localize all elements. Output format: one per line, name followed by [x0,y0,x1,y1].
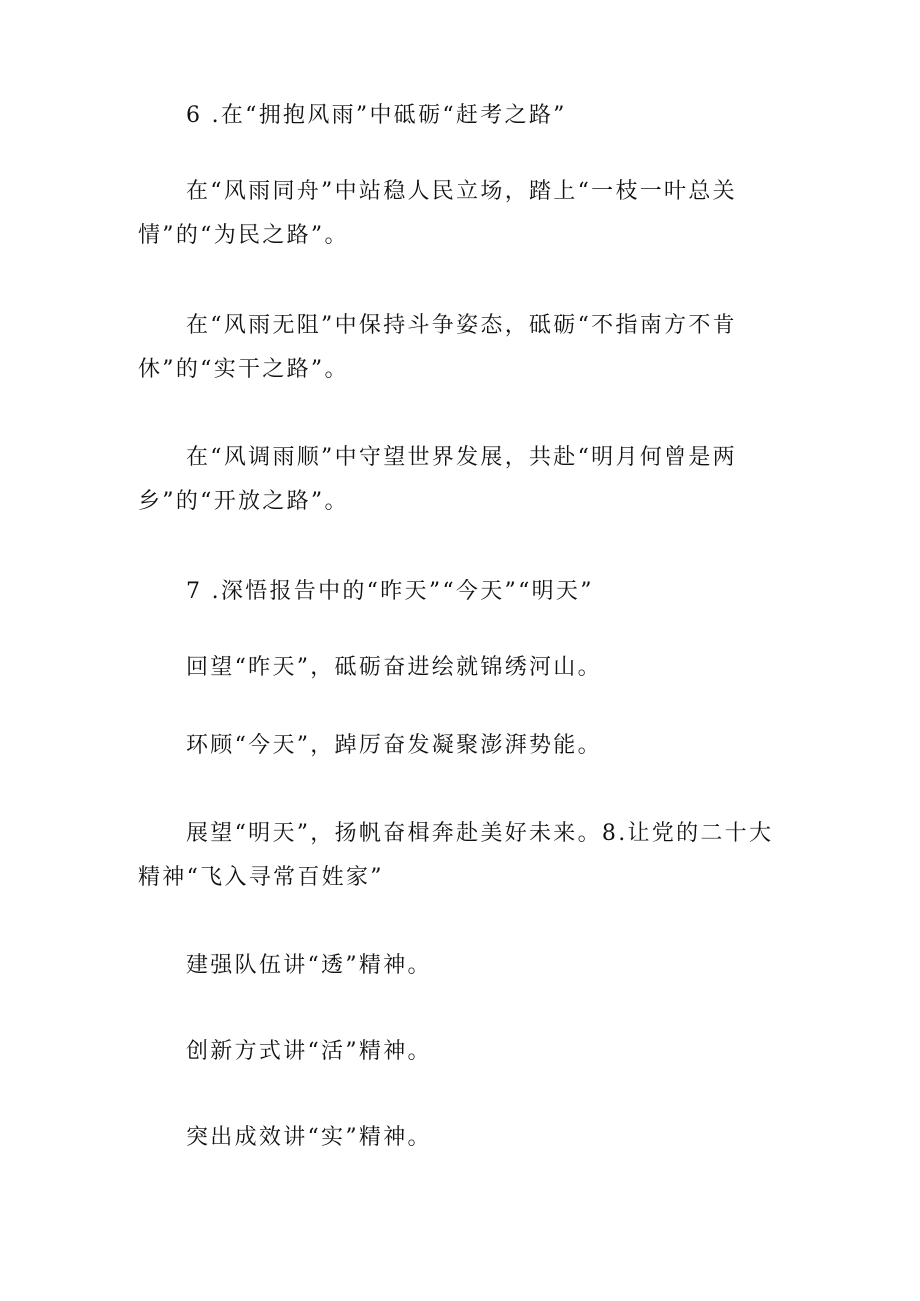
paragraph: 环顾“今天”，踔厉奋发凝聚澎湃势能。 [186,733,602,758]
section-heading-7: 7 .深悟报告中的“昨天”“今天”“明天” [186,579,594,604]
paragraph: 在“风雨同舟”中站稳人民立场，踏上“一枝一叶总关情”的“为民之路”。 [138,179,737,248]
paragraph: 在“风调雨顺”中守望世界发展，共赴“明月何曾是两乡”的“开放之路”。 [138,445,737,514]
paragraph: 在“风雨无阻”中保持斗争姿态，砥砺“不指南方不肯休”的“实干之路”。 [138,313,737,382]
paragraph: 突出成效讲“实”精神。 [186,1125,432,1150]
paragraph: 展望“明天”，扬帆奋楫奔赴美好未来。8.让党的二十大精神“飞入寻常百姓家” [138,821,774,890]
paragraph: 回望“昨天”，砥砺奋进绘就锦绣河山。 [186,655,602,680]
paragraph: 建强队伍讲“透”精神。 [186,953,432,978]
paragraph: 创新方式讲“活”精神。 [186,1039,432,1064]
section-heading-6: 6 .在“拥抱风雨”中砥砺“赶考之路” [186,103,567,128]
